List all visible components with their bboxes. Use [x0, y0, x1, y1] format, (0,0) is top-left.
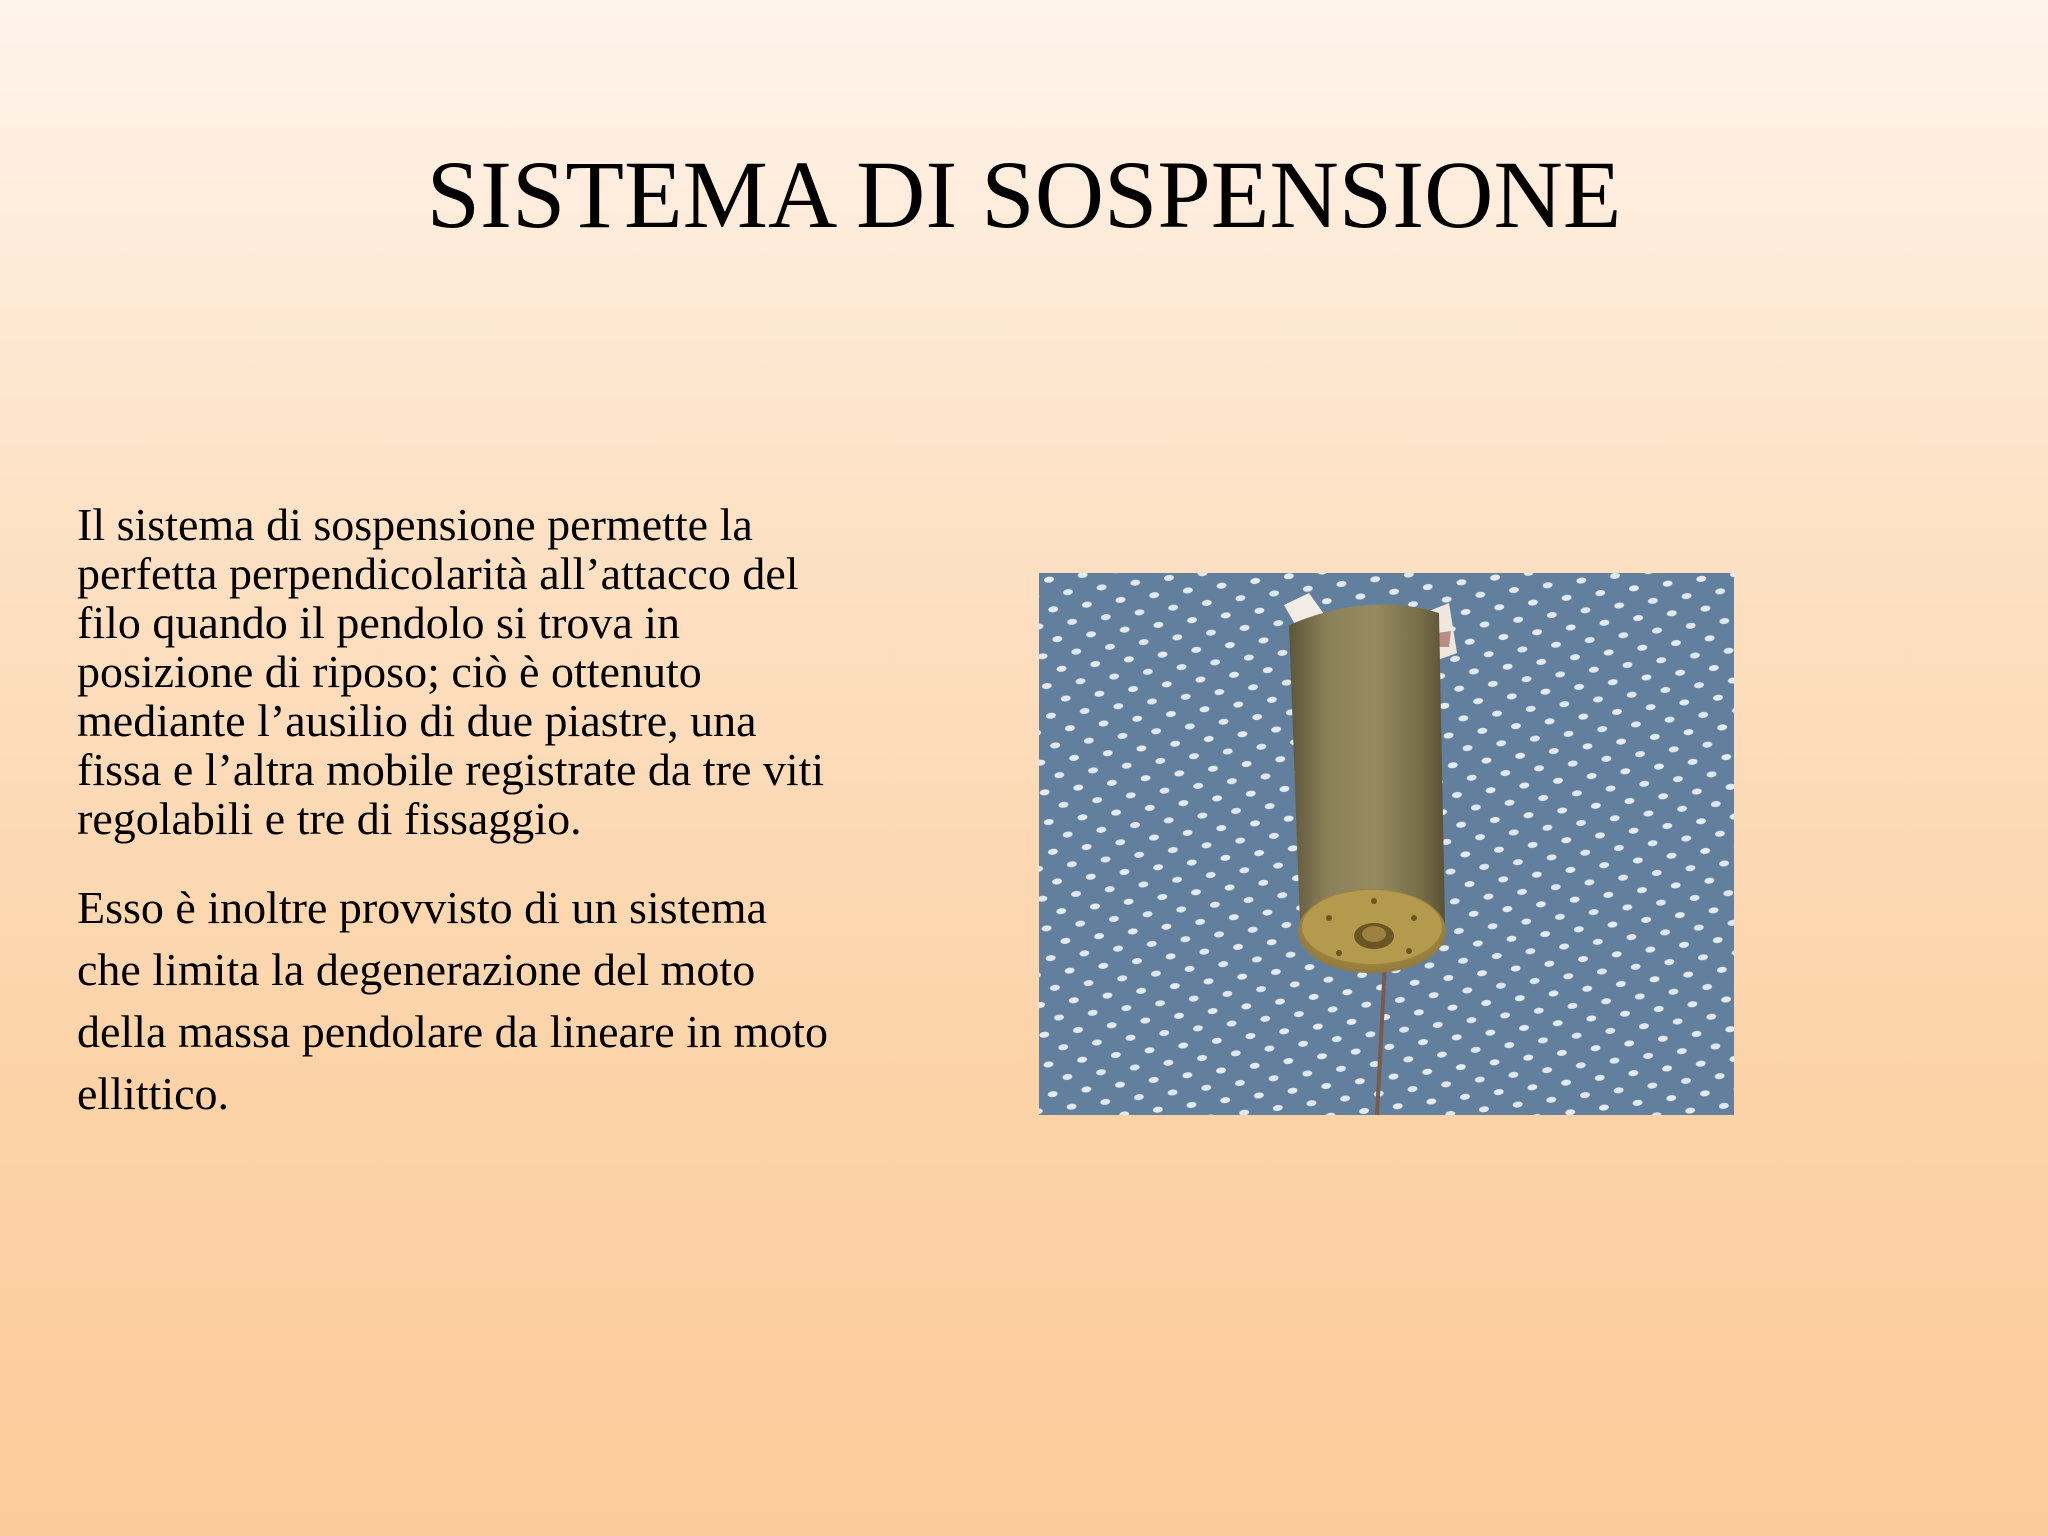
body-text	[77, 500, 837, 1125]
suspension-cylinder-photo	[1039, 573, 1734, 1115]
slide-title: SISTEMA DI SOSPENSIONE	[426, 141, 1622, 248]
paragraph-motion-limiter: Esso è inoltre provvisto di un sistema che limita la degenerazione del moto della massa pendolare da lineare in moto ellittico.	[77, 882, 829, 1119]
paragraph-suspension-description: Il sistema di sospensione permette la perfetta perpendicolarità all’attacco del filo quando il pendolo si trova in posizione di riposo; ciò è ottenuto mediante l’ausilio di due piastre, una fissa e l’altra mobile registrate da tre viti regolabili e tre di fissaggio.	[77, 499, 825, 844]
